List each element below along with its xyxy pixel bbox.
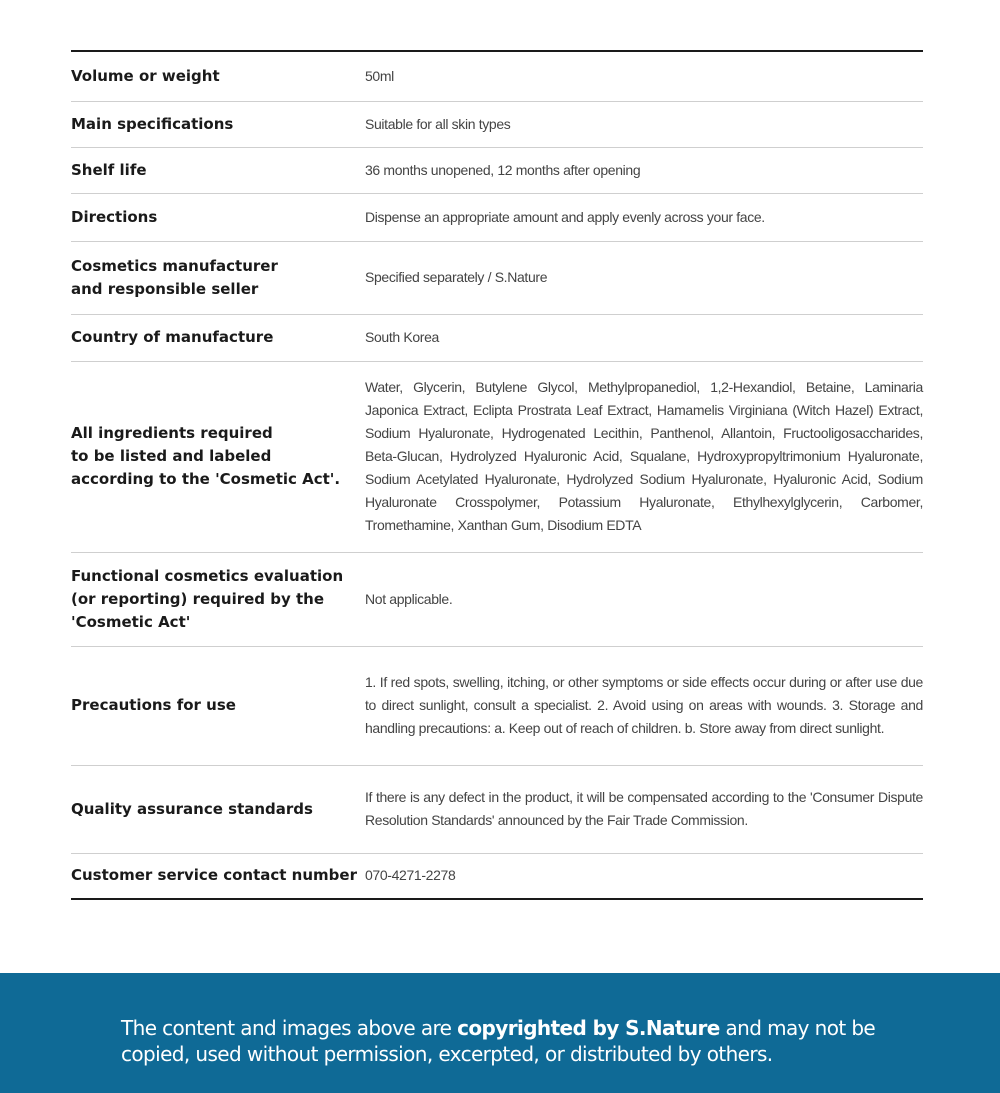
row-value: 1. If red spots, swelling, itching, or other symptoms or side effects occur during or after use due to direct sunlight, consult a specialist. 2. Avoid using on areas with wounds. 3. Storage and handling precautions: a. Keep out of reach of children. b. Store away from direct sunlight. xyxy=(365,674,923,736)
table-row xyxy=(71,241,923,314)
table-row xyxy=(71,101,923,147)
copyright-text-before: The content and images above are xyxy=(121,1016,458,1040)
row-label: Main specifications xyxy=(71,114,234,133)
copyright-text-bold: copyrighted by S.Nature xyxy=(457,1016,720,1040)
row-label-cell xyxy=(71,552,365,646)
row-value: If there is any defect in the product, it will be compensated according to the 'Consumer Dispute Resolution Standards' announced by the Fair Trade Commission. xyxy=(365,789,923,828)
row-value: Dispense an appropriate amount and apply evenly across your face. xyxy=(365,208,765,225)
row-value-cell xyxy=(365,646,923,765)
row-label-cell xyxy=(71,646,365,765)
table-row xyxy=(71,51,923,101)
row-label: Functional cosmetics evaluation (or reporting) required by the 'Cosmetic Act' xyxy=(71,566,344,631)
row-label: Volume or weight xyxy=(71,66,220,85)
table-row xyxy=(71,765,923,853)
row-value: Suitable for all skin types xyxy=(365,115,511,132)
table-row xyxy=(71,853,923,899)
row-label-cell xyxy=(71,101,365,147)
row-label-cell xyxy=(71,361,365,552)
row-value-cell xyxy=(365,193,923,241)
row-value-cell xyxy=(365,361,923,552)
row-value-cell xyxy=(365,765,923,853)
table-row xyxy=(71,646,923,765)
row-value-cell xyxy=(365,241,923,314)
row-label-cell xyxy=(71,241,365,314)
row-value: 36 months unopened, 12 months after opening xyxy=(365,161,641,178)
row-label: Directions xyxy=(71,207,158,226)
copyright-text-after: and may not be copied, used without permission, excerpted, or distributed by others. xyxy=(121,1016,876,1066)
table-row xyxy=(71,193,923,241)
row-label-cell xyxy=(71,147,365,193)
row-value-cell xyxy=(365,314,923,361)
row-label-cell xyxy=(71,765,365,853)
row-label-cell xyxy=(71,853,365,899)
row-value-cell xyxy=(365,853,923,899)
row-value: Not applicable. xyxy=(365,590,453,607)
row-value: Specified separately / S.Nature xyxy=(365,269,548,285)
copyright-footer xyxy=(0,973,1000,1093)
row-value-cell xyxy=(365,101,923,147)
row-value: 070-4271-2278 xyxy=(365,867,456,884)
row-value: South Korea xyxy=(365,329,439,345)
table-row xyxy=(71,314,923,361)
row-label: Shelf life xyxy=(71,160,147,179)
row-label: Precautions for use xyxy=(71,696,236,714)
table-row xyxy=(71,361,923,552)
row-label: Quality assurance standards xyxy=(71,799,313,818)
table-row xyxy=(71,147,923,193)
row-value-cell xyxy=(365,51,923,101)
row-value-cell xyxy=(365,552,923,646)
row-label-cell xyxy=(71,51,365,101)
row-label-cell xyxy=(71,314,365,361)
table-row xyxy=(71,552,923,646)
copyright-notice xyxy=(121,1015,941,1067)
row-label: Cosmetics manufacturer and responsible seller xyxy=(71,256,278,298)
row-value-cell xyxy=(365,147,923,193)
row-label: Country of manufacture xyxy=(71,328,274,346)
row-label: All ingredients required to be listed and labeled according to the 'Cosmetic Act'. xyxy=(71,424,341,488)
row-label: Customer service contact number xyxy=(71,866,357,885)
row-label-cell xyxy=(71,193,365,241)
product-info-table xyxy=(71,50,923,900)
row-value: 50ml xyxy=(365,67,394,84)
row-value: Water, Glycerin, Butylene Glycol, Methylpropanediol, 1,2-Hexandiol, Betaine, Laminaria Japonica Extract, Eclipta Prostrata Leaf Extract, Hamamelis Virginiana (Witch Hazel) Extract, Sodium Hyaluronate, Hydrogenated Lecithin, Panthenol, Allantoin, Fructooligosaccharides, Beta-Glucan, Hydrolyzed Hyaluronic Acid, Squalane, Hydroxypropyltrimonium Hyaluronate, Sodium Acetylated Hyaluronate, Hydrolyzed Sodium Hyaluronate, Hyaluronic Acid, Sodium Hyaluronate Crosspolymer, Potassium Hyaluronate, Ethylhexylglycerin, Carbomer, Tromethamine, Xanthan Gum, Disodium EDTA xyxy=(365,379,923,533)
